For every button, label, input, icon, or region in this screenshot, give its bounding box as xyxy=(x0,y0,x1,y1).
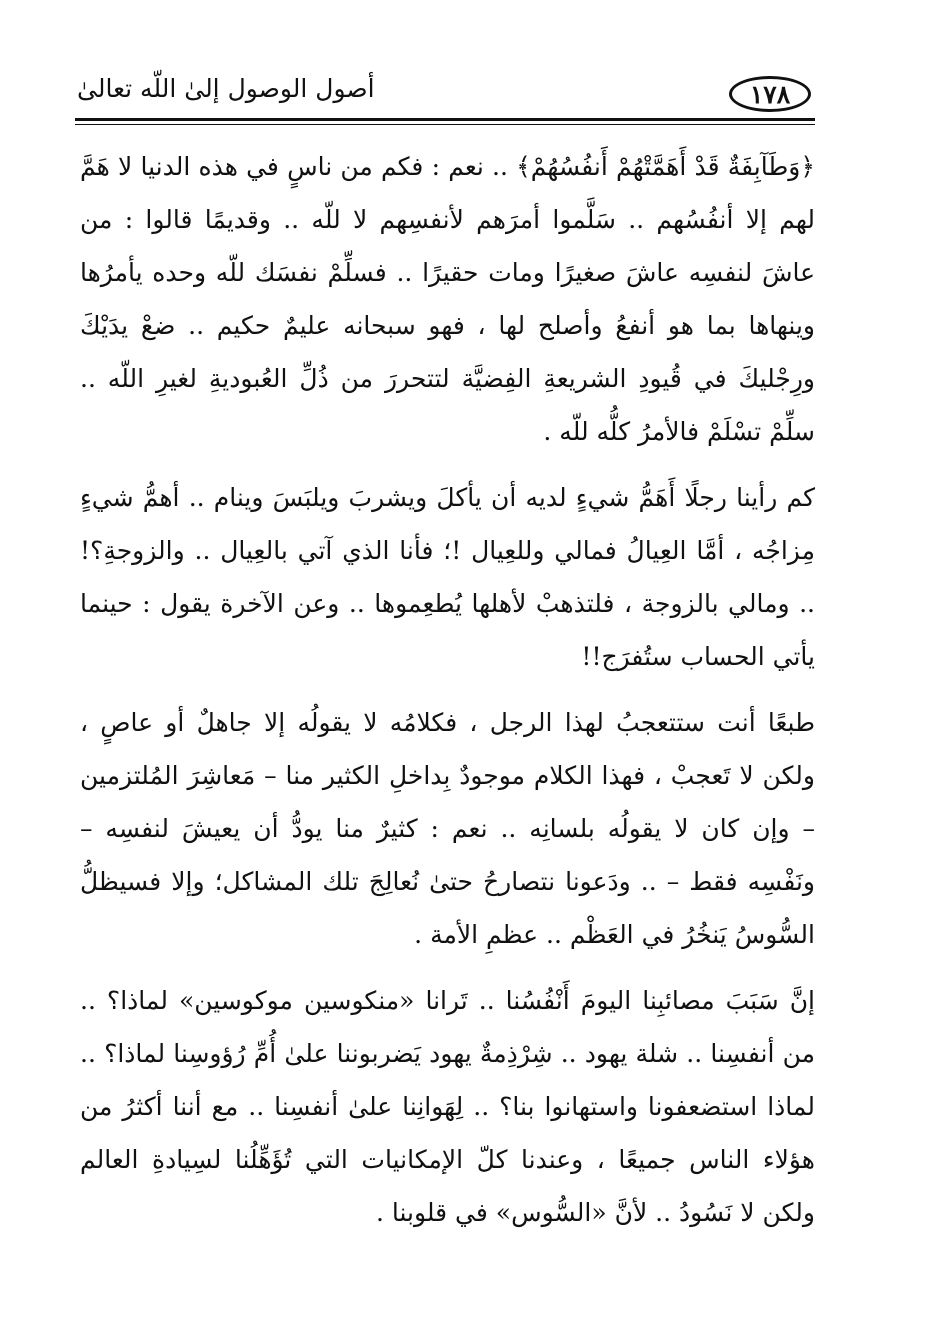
paragraph-2: كم رأينا رجلًا أَهَمُّ شيءٍ لديه أن يأكلَ ويشربَ ويلبَسَ وينام .. أهمُّ شيءٍ مِزاجُه ، أمَّا العِيالُ فمالي وللعِيال !؛ فأنا الذي آتي بالعِيال .. والزوجةِ؟! .. ومالي بالزوجة ، فلتذهبْ لأهلها يُطعِموها .. وعن الآخرة يقول : حينما يأتي الحساب ستُفرَج!! xyxy=(80,483,815,671)
body-text xyxy=(80,140,815,1252)
paragraph-4: إنَّ سَبَبَ مصائبِنا اليومَ أَنْفُسُنا .. تَرانا «منكوسين موكوسين» لماذا؟ .. من أنفسِنا .. شلة يهود .. شِرْذِمةٌ يهود يَضربوننا علىٰ أُمِّ رُؤوسِنا لماذا؟ .. لماذا استضعفونا واستهانوا بنا؟ .. لِهَوانِنا علىٰ أنفسِنا .. مع أننا أكثرُ من هؤلاء الناس جميعًا ، وعندنا كلّ الإمكانيات التي تُؤَهِّلُنا لسِيادةِ العالم ولكن لا نَسُودُ .. لأنَّ «السُّوس» في قلوبنا . xyxy=(80,986,815,1227)
paragraph-3: طبعًا أنت ستتعجبُ لهذا الرجل ، فكلامُه لا يقولُه إلا جاهلٌ أو عاصٍ ، ولكن لا تَعجبْ ، فهذا الكلام موجودٌ بِداخلِ الكثير منا – مَعاشِرَ المُلتزمين – وإن كان لا يقولُه بلسانِه .. نعم : كثيرٌ منا يودُّ أن يعيشَ لنفسِه – ونَفْسِه فقط – .. ودَعونا نتصارحُ حتىٰ نُعالِجَ تلك المشاكل؛ وإلا فسيظلُّ السُّوسُ يَنخُرُ في العَظْم .. عظمِ الأمة . xyxy=(80,708,815,949)
running-title: أصول الوصول إلىٰ اللّه تعالىٰ xyxy=(77,74,375,103)
page-number: ١٧٨ xyxy=(729,76,811,112)
header-rule-thick xyxy=(75,118,815,121)
page-header xyxy=(75,66,815,116)
paragraph-1: ﴿وَطَآبِفَةٌ قَدْ أَهَمَّتْهُمْ أَنفُسُهُمْ﴾ .. نعم : فكم من ناسٍ في هذه الدنيا لا هَمَّ لهم إلا أنفُسُهم .. سَلَّموا أمرَهم لأنفسِهم لا للّه .. وقديمًا قالوا : من عاشَ لنفسِه عاشَ صغيرًا ومات حقيرًا .. فسلِّمْ نفسَك للّه وحده يأمرُها وينهاها بما هو أنفعُ وأصلح لها ، فهو سبحانه عليمٌ حكيم .. ضعْ يدَيْكَ ورِجْليكَ في قُيودِ الشريعةِ الفِضيَّة لتتحررَ من ذُلِّ العُبوديةِ لغيرِ اللّه .. سلِّمْ تسْلَمْ فالأمرُ كلُّه للّه . xyxy=(80,152,815,446)
header-rule-thin xyxy=(75,124,815,125)
